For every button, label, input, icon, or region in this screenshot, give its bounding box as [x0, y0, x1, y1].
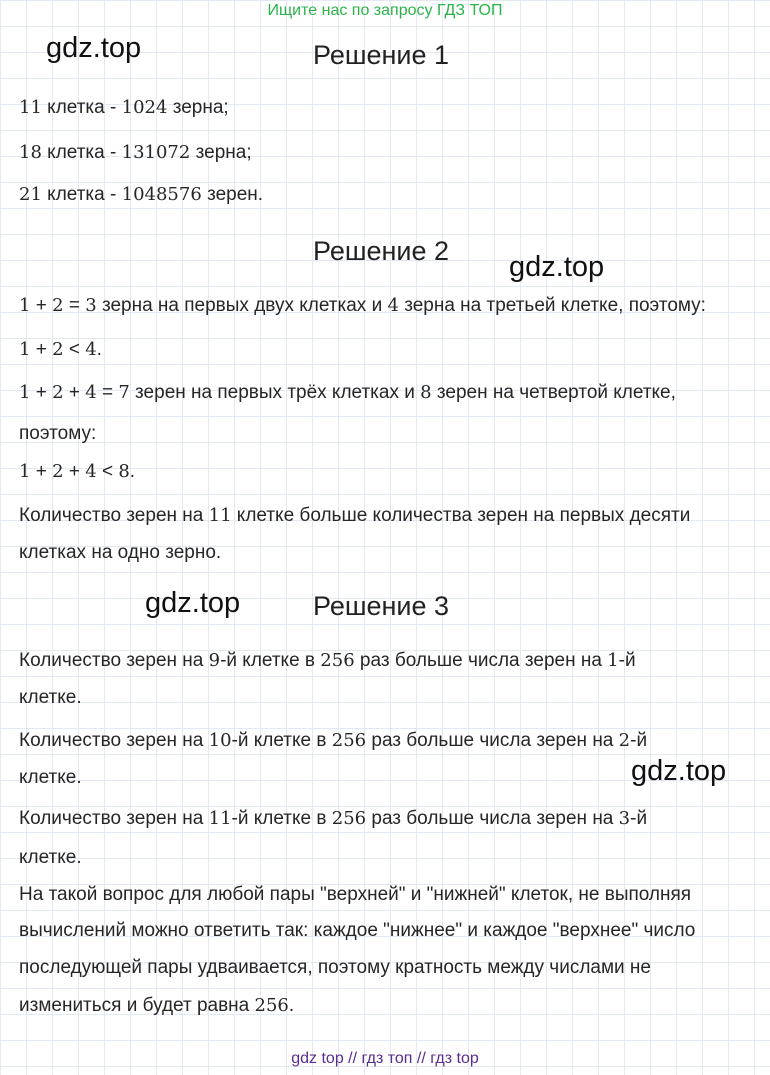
number: 21	[19, 184, 42, 205]
text-segment: клетка -	[41, 184, 122, 205]
solution3-line	[19, 919, 695, 943]
text-segment: -й	[618, 650, 636, 671]
solution2-line	[19, 381, 676, 405]
number: 8	[420, 382, 432, 403]
number: 1	[19, 461, 31, 482]
solution3-line	[19, 956, 651, 980]
solution1-line	[19, 141, 252, 165]
number: 256	[320, 650, 355, 671]
text-segment: вычислений можно ответить так: каждое "нижнее" и каждое "верхнее" число	[19, 920, 696, 941]
number: 18	[19, 142, 42, 163]
text-segment: клетках на одно зерно.	[19, 542, 222, 563]
text-segment: зерен.	[201, 184, 264, 205]
text-segment: <	[96, 461, 119, 482]
watermark: gdz.top	[46, 32, 142, 64]
text-segment: зерен на первых трёх клетках и	[129, 382, 421, 403]
number: 11	[19, 97, 42, 118]
solution2-line	[19, 460, 135, 484]
number: 2	[52, 339, 64, 360]
number: 11	[208, 808, 232, 829]
text-segment: зерна;	[167, 97, 229, 118]
solution3-line	[19, 766, 82, 790]
text-segment: -й	[630, 730, 648, 751]
text-segment: раз больше числа зерен на	[354, 650, 608, 671]
number: 2	[52, 382, 64, 403]
solution3-line	[19, 686, 82, 710]
solution3-line	[19, 883, 691, 907]
number: 256	[254, 995, 289, 1016]
text-segment: +	[30, 339, 53, 360]
number: 131072	[121, 142, 191, 163]
text-segment: -й	[630, 808, 648, 829]
text-segment: Количество зерен на	[19, 650, 209, 671]
number: 9	[208, 650, 221, 671]
footer-link[interactable]: гдз топ	[361, 1050, 413, 1067]
solution3-title: Решение 3	[313, 591, 450, 621]
solution3-line	[19, 729, 647, 753]
text-segment: клетке.	[19, 847, 82, 868]
footer-separator: //	[416, 1050, 426, 1067]
solution2-line	[19, 294, 706, 318]
number: 256	[331, 730, 367, 751]
number: 1	[19, 295, 31, 316]
number: 8	[118, 461, 130, 482]
number: 1	[19, 382, 31, 403]
text-segment: -й клетке в	[220, 650, 321, 671]
number: 1	[607, 650, 619, 671]
watermark: gdz.top	[631, 755, 727, 787]
number: 4	[85, 461, 97, 482]
text-segment: зерен на четвертой клетке,	[431, 382, 676, 403]
text-segment: клетка -	[41, 142, 122, 163]
number: 3	[85, 295, 97, 316]
number: 11	[208, 505, 232, 526]
number: 1	[19, 339, 31, 360]
text-segment: .	[288, 995, 295, 1016]
number: 2	[618, 730, 631, 751]
number: 2	[52, 461, 64, 482]
text-segment: клетка -	[41, 97, 122, 118]
number: 3	[618, 808, 631, 829]
text-segment: +	[63, 461, 86, 482]
top-banner: Ищите нас по запросу ГДЗ ТОП	[267, 2, 503, 19]
watermark: gdz.top	[145, 587, 241, 619]
text-segment: На такой вопрос для любой пары "верхней" и "нижней" клеток, не выполняя	[19, 884, 692, 905]
text-segment: измениться и будет равна	[19, 995, 255, 1016]
footer-link[interactable]: gdz top	[291, 1050, 344, 1067]
text-segment: зерна;	[190, 142, 252, 163]
text-segment: +	[63, 382, 86, 403]
text-segment: клетке больше количества зерен на первых десяти	[231, 505, 691, 526]
number: 256	[331, 808, 367, 829]
text-segment: Количество зерен на	[19, 505, 209, 526]
text-segment: =	[96, 382, 119, 403]
number: 7	[118, 382, 130, 403]
number: 4	[85, 339, 97, 360]
footer-link[interactable]: гдз top	[430, 1050, 479, 1067]
text-segment: зерна на первых двух клетках и	[96, 295, 388, 316]
text-segment: клетке.	[19, 687, 82, 708]
text-segment: последующей пары удваивается, поэтому кратность между числами не	[19, 957, 651, 978]
solution3-line	[19, 807, 647, 831]
text-segment: поэтому:	[19, 423, 97, 444]
solution3-line	[19, 846, 82, 870]
text-segment: Количество зерен на	[19, 730, 209, 751]
text-segment: +	[30, 295, 53, 316]
solution2-line	[19, 338, 102, 362]
watermark: gdz.top	[509, 251, 605, 283]
number: 4	[387, 295, 399, 316]
number: 1024	[121, 97, 168, 118]
footer-separator: //	[348, 1050, 358, 1067]
solution3-line	[19, 994, 294, 1018]
number: 4	[85, 382, 97, 403]
text-segment: -й клетке в	[231, 808, 332, 829]
text-segment: зерна на третьей клетке, поэтому:	[398, 295, 706, 316]
text-segment: +	[30, 461, 53, 482]
number: 10	[208, 730, 232, 751]
solution1-title: Решение 1	[313, 40, 450, 70]
solution1-line	[19, 96, 229, 120]
text-segment: раз больше числа зерен на	[366, 730, 619, 751]
solution1-line	[19, 183, 263, 207]
text-segment: <	[63, 339, 86, 360]
solution2-line	[19, 541, 221, 565]
text-segment: .	[129, 461, 136, 482]
text-segment: =	[63, 295, 86, 316]
text-segment: раз больше числа зерен на	[366, 808, 619, 829]
solution2-line	[19, 504, 690, 528]
number: 2	[52, 295, 64, 316]
solution2-line	[19, 422, 96, 446]
text-segment: .	[96, 339, 102, 360]
text-segment: Количество зерен на	[19, 808, 209, 829]
footer	[0, 1050, 770, 1068]
text-segment: -й клетке в	[231, 730, 332, 751]
text-segment: клетке.	[19, 767, 82, 788]
solution2-title: Решение 2	[313, 236, 450, 266]
text-segment: +	[30, 382, 53, 403]
number: 1048576	[121, 184, 202, 205]
solution3-line	[19, 649, 636, 673]
